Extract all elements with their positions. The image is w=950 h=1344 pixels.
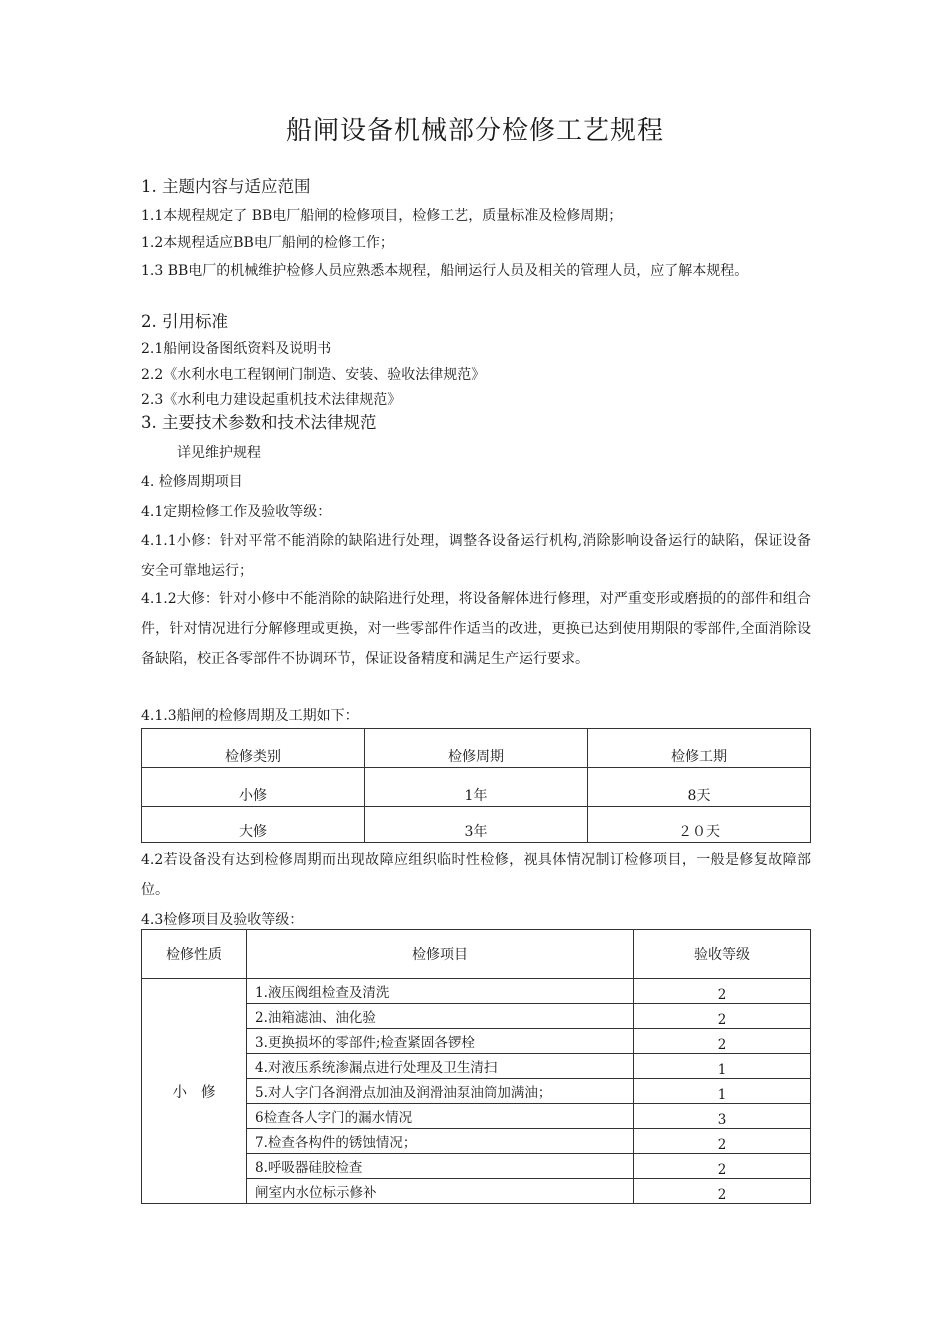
table-cell: 小修 [142,768,365,807]
item-cell: 7.检查各构件的锈蚀情况； [247,1129,634,1154]
grade-cell: 2 [634,1129,811,1154]
table-row [142,768,811,807]
table-row [142,807,811,843]
table-cell: 3年 [365,807,588,843]
clause-4-2: 4.2若设备没有达到检修周期而出现故障应组织临时性检修，视具体情况制订检修项目，一般是修复故障部位。 [141,852,811,898]
grade-cell: 2 [634,1154,811,1179]
clause-1-3: 1.3 BB电厂的机械维护检修人员应熟悉本规程，船闸运行人员及相关的管理人员，应了解本规程。 [141,263,749,279]
clause-4-1-3: 4.1.3船闸的检修周期及工期如下： [141,708,359,724]
table-cell: ２０天 [588,807,811,843]
header-cell: 检修项目 [247,930,634,979]
table-cell: 1年 [365,768,588,807]
clause-2-2: 2.2《水利水电工程钢闸门制造、安装、验收法律规范》 [141,367,486,383]
clause-4-3: 4.3检修项目及验收等级： [141,912,304,928]
table-cell: 大修 [142,807,365,843]
table-row [142,979,811,1004]
grade-cell: 2 [634,1029,811,1054]
maintenance-period-table [141,728,811,843]
clause-2-1: 2.1船闸设备图纸资料及说明书 [141,341,332,357]
grade-cell: 2 [634,1179,811,1204]
clause-4-1: 4.1定期检修工作及验收等级： [141,504,332,520]
table-header-row [142,729,811,768]
section-1-heading: 1. 主题内容与适应范围 [141,177,311,196]
grade-cell: 1 [634,1054,811,1079]
table-header-row [142,930,811,979]
header-cell: 检修工期 [588,729,811,768]
table-cell: 8天 [588,768,811,807]
clause-1-1: 1.1本规程规定了 BB电厂船闸的检修项目，检修工艺，质量标准及检修周期； [141,208,623,224]
clause-2-3: 2.3《水利电力建设起重机技术法律规范》 [141,392,402,408]
clause-3-1: 详见维护规程 [177,445,261,461]
grade-cell: 3 [634,1104,811,1129]
header-cell: 验收等级 [634,930,811,979]
header-cell: 检修类别 [142,729,365,768]
item-cell: 1.液压阀组检查及清洗 [247,979,634,1004]
item-cell: 2.油箱滤油、油化验 [247,1004,634,1029]
grade-cell: 2 [634,979,811,1004]
section-4-heading: 4. 检修周期项目 [141,474,243,490]
item-cell: 6检查各人字门的漏水情况 [247,1104,634,1129]
item-cell: 3.更换损坏的零部件;检查紧固各锣栓 [247,1029,634,1054]
grade-cell: 2 [634,1004,811,1029]
header-cell: 检修性质 [142,930,247,979]
section-2-heading: 2. 引用标准 [141,312,228,331]
category-cell: 小修 [142,979,247,1204]
clause-4-1-1: 4.1.1小修：针对平常不能消除的缺陷进行处理，调整各设备运行机构,消除影响设备运行的缺陷，保证设备安全可靠地运行； [141,533,811,579]
grade-cell: 1 [634,1079,811,1104]
header-cell: 检修周期 [365,729,588,768]
document-title: 船闸设备机械部分检修工艺规程 [285,116,664,146]
item-cell: 8.呼吸器硅胶检查 [247,1154,634,1179]
item-cell: 4.对液压系统渗漏点进行处理及卫生清扫 [247,1054,634,1079]
section-3-heading: 3. 主要技术参数和技术法律规范 [141,413,377,432]
maintenance-items-table [141,929,811,1204]
clause-1-2: 1.2本规程适应BB电厂船闸的检修工作； [141,235,394,251]
item-cell: 5.对人字门各润滑点加油及润滑油泵油筒加满油； [247,1079,634,1104]
clause-4-1-2: 4.1.2大修：针对小修中不能消除的缺陷进行处理，将设备解体进行修理，对严重变形或磨损的的部件和组合件，针对情况进行分解修理或更换，对一些零部件作适当的改进，更换已达到使用期限的零部件,全面消除设备缺陷，校正各零部件不协调环节，保证设备精度和满足生产运行要求。 [141,591,811,667]
item-cell: 闸室内水位标示修补 [247,1179,634,1204]
